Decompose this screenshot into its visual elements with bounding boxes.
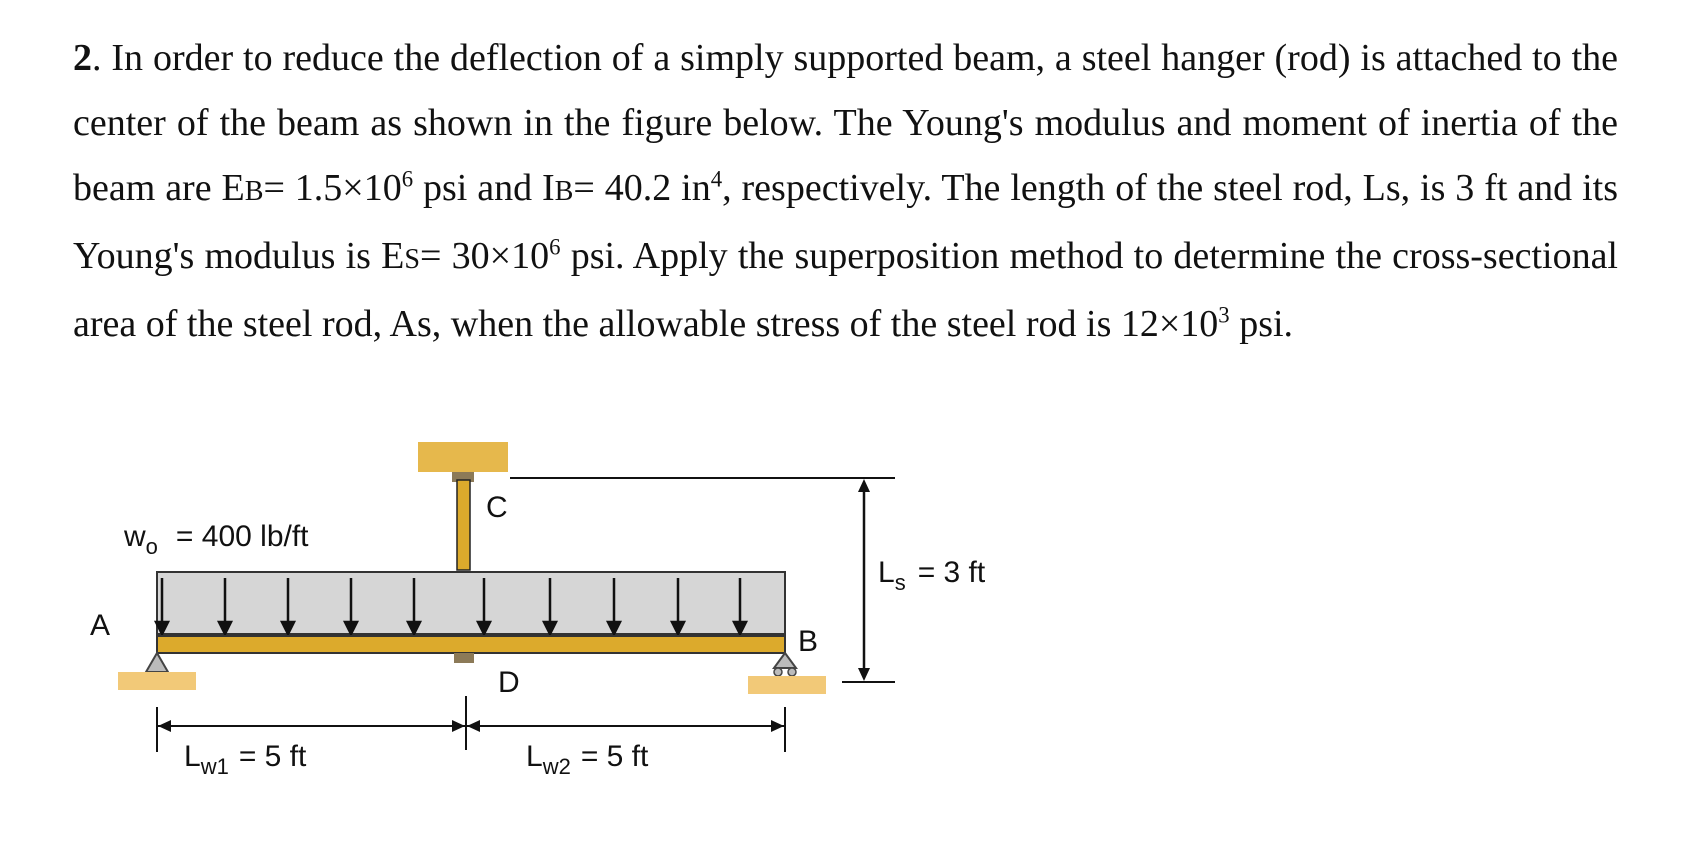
es-value: = 30×10	[420, 235, 550, 277]
lw1-arrow-left	[158, 720, 171, 732]
roller-right	[788, 668, 796, 676]
load-label: $w_o = 400$ lb/ft	[124, 520, 309, 559]
rod-bottom-bracket	[454, 653, 474, 663]
eb-subscript: B	[244, 176, 264, 207]
label-D: D	[498, 666, 520, 699]
ceiling-support	[418, 442, 508, 472]
ib-value: = 40.2 in	[573, 167, 711, 209]
label-A: A	[90, 609, 111, 642]
distributed-load	[157, 572, 785, 634]
steel-rod	[457, 480, 470, 570]
problem-text-3: psi. Apply the superposition method to determine the cross-sectional area of the steel rod, As, when the allowable stress of the steel rod is 12×10	[73, 235, 1618, 345]
stress-exponent: 3	[1218, 302, 1230, 328]
problem-statement	[73, 26, 1618, 357]
ib-exponent: 4	[710, 166, 723, 192]
ground-B	[748, 676, 826, 694]
lw2-arrow-left	[467, 720, 480, 732]
ls-arrow-bottom	[858, 668, 870, 681]
ls-arrow-top	[858, 479, 870, 492]
lw2-label: $L_{w2} = 5$ ft	[526, 740, 649, 779]
load-arrows	[156, 578, 746, 634]
problem-text-1: . In order to reduce the deflection of a simply supported beam, a steel hanger (rod) is attached to the center of the beam as shown in the figure below. The Young's modulus and moment of inertia of the beam are E	[73, 37, 1618, 209]
beam	[157, 636, 785, 653]
pin-support-A	[146, 653, 168, 672]
ground-A	[118, 672, 196, 690]
lw1-arrow-right	[452, 720, 465, 732]
eb-unit: psi and I	[413, 167, 555, 209]
ib-subscript: B	[554, 176, 574, 207]
lw1-label: $L_{w1} = 5$ ft	[184, 740, 307, 779]
problem-text-2: , respectively. The length of the steel rod, Ls, is 3 ft and its Young's modulus is E	[73, 167, 1618, 277]
lw2-arrow-right	[771, 720, 784, 732]
rod-top-bracket	[452, 472, 474, 482]
label-C: C	[486, 491, 508, 524]
eb-exponent: 6	[401, 166, 414, 192]
es-exponent: 6	[549, 234, 561, 260]
es-subscript: S	[404, 244, 420, 275]
problem-number: 2	[73, 37, 92, 79]
roller-support-B	[774, 653, 796, 668]
roller-left	[774, 668, 782, 676]
label-B: B	[798, 625, 819, 658]
eb-value: = 1.5×10	[263, 167, 402, 209]
problem-text-4: psi.	[1229, 303, 1294, 345]
ls-label: $L_s = 3$ ft	[878, 556, 986, 595]
